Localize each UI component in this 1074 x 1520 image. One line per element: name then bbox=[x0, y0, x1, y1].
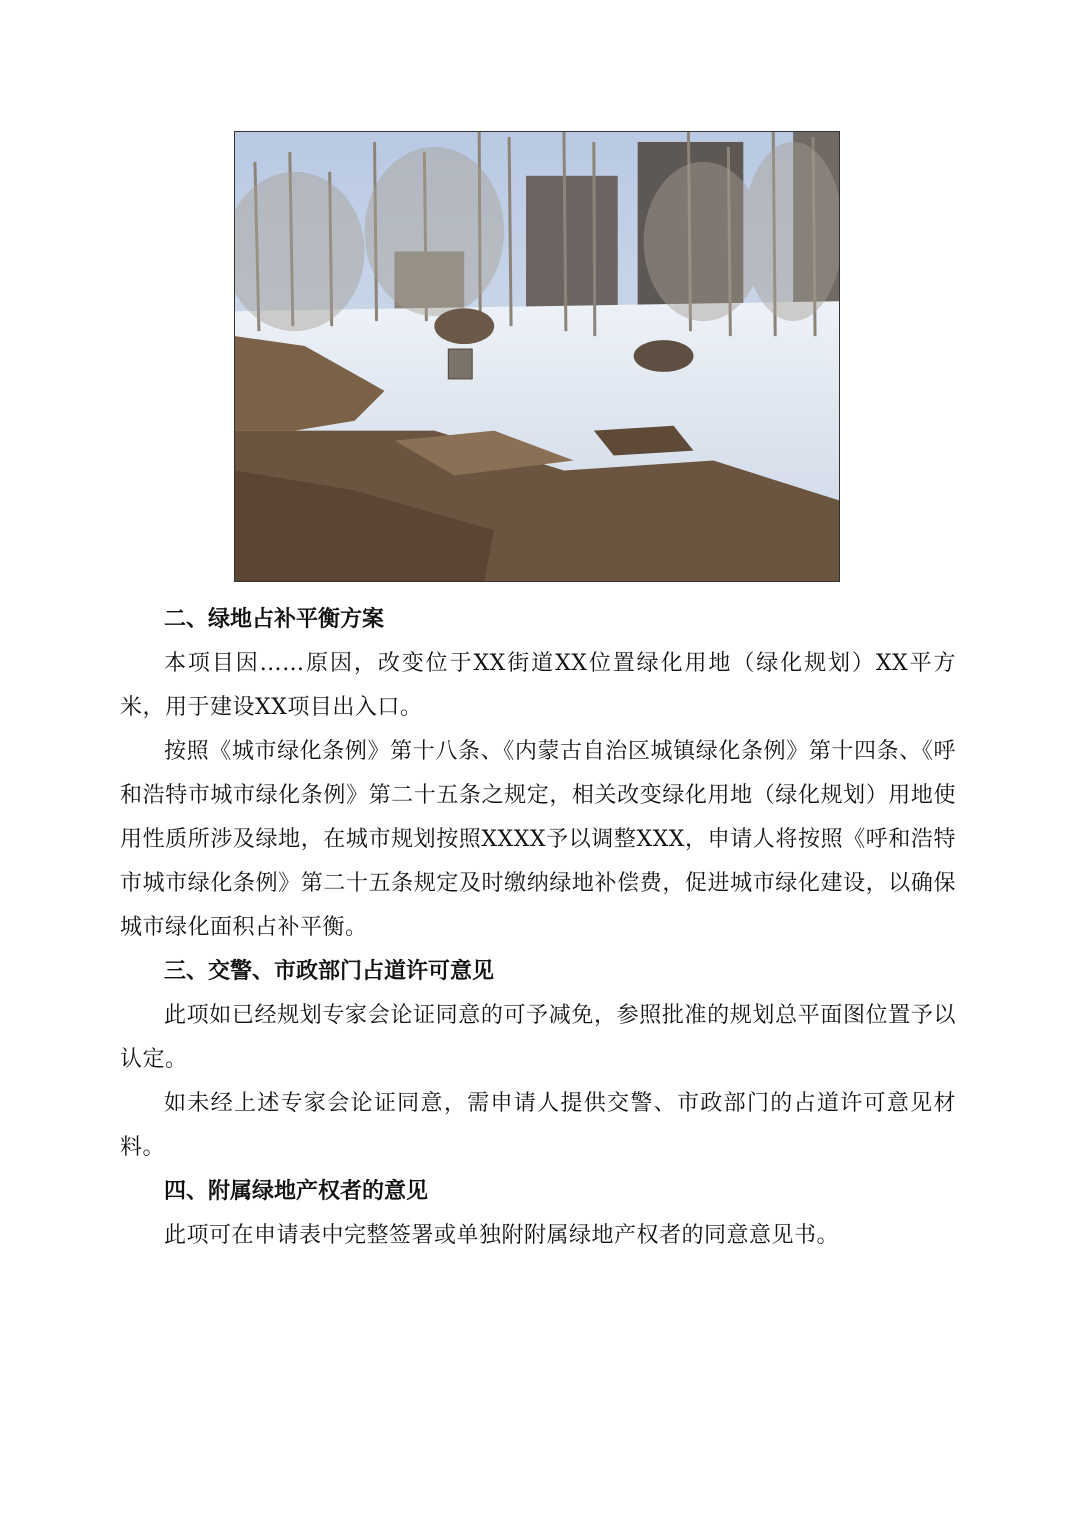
section-heading: 四、附属绿地产权者的意见 bbox=[164, 1179, 429, 1204]
paragraph: 此项如已经规划专家会论证同意的可予减免，参照批准的规划总平面图位置予以认定。 bbox=[120, 1003, 956, 1072]
paragraph: 本项目因……原因，改变位于XX街道XX位置绿化用地（绿化规划）XX平方米，用于建设XX项目出入口。 bbox=[120, 651, 956, 720]
section-heading: 二、绿地占补平衡方案 bbox=[164, 607, 385, 632]
section-heading: 三、交警、市政部门占道许可意见 bbox=[164, 959, 495, 984]
paragraph: 此项可在申请表中完整签署或单独附附属绿地产权者的同意意见书。 bbox=[164, 1223, 840, 1248]
site-photo bbox=[234, 131, 840, 582]
paragraph: 如未经上述专家会论证同意，需申请人提供交警、市政部门的占道许可意见材料。 bbox=[120, 1091, 956, 1160]
document-body bbox=[120, 598, 956, 1258]
paragraph: 按照《城市绿化条例》第十八条、《内蒙古自治区城镇绿化条例》第十四条、《呼和浩特市城市绿化条例》第二十五条之规定，相关改变绿化用地（绿化规划）用地使用性质所涉及绿地，在城市规划按照XXXX予以调整XXX，申请人将按照《呼和浩特市城市绿化条例》第二十五条规定及时缴纳绿地补偿费，促进城市绿化建设，以确保城市绿化面积占补平衡。 bbox=[120, 739, 956, 940]
snowy-greenbelt-image bbox=[235, 132, 839, 581]
